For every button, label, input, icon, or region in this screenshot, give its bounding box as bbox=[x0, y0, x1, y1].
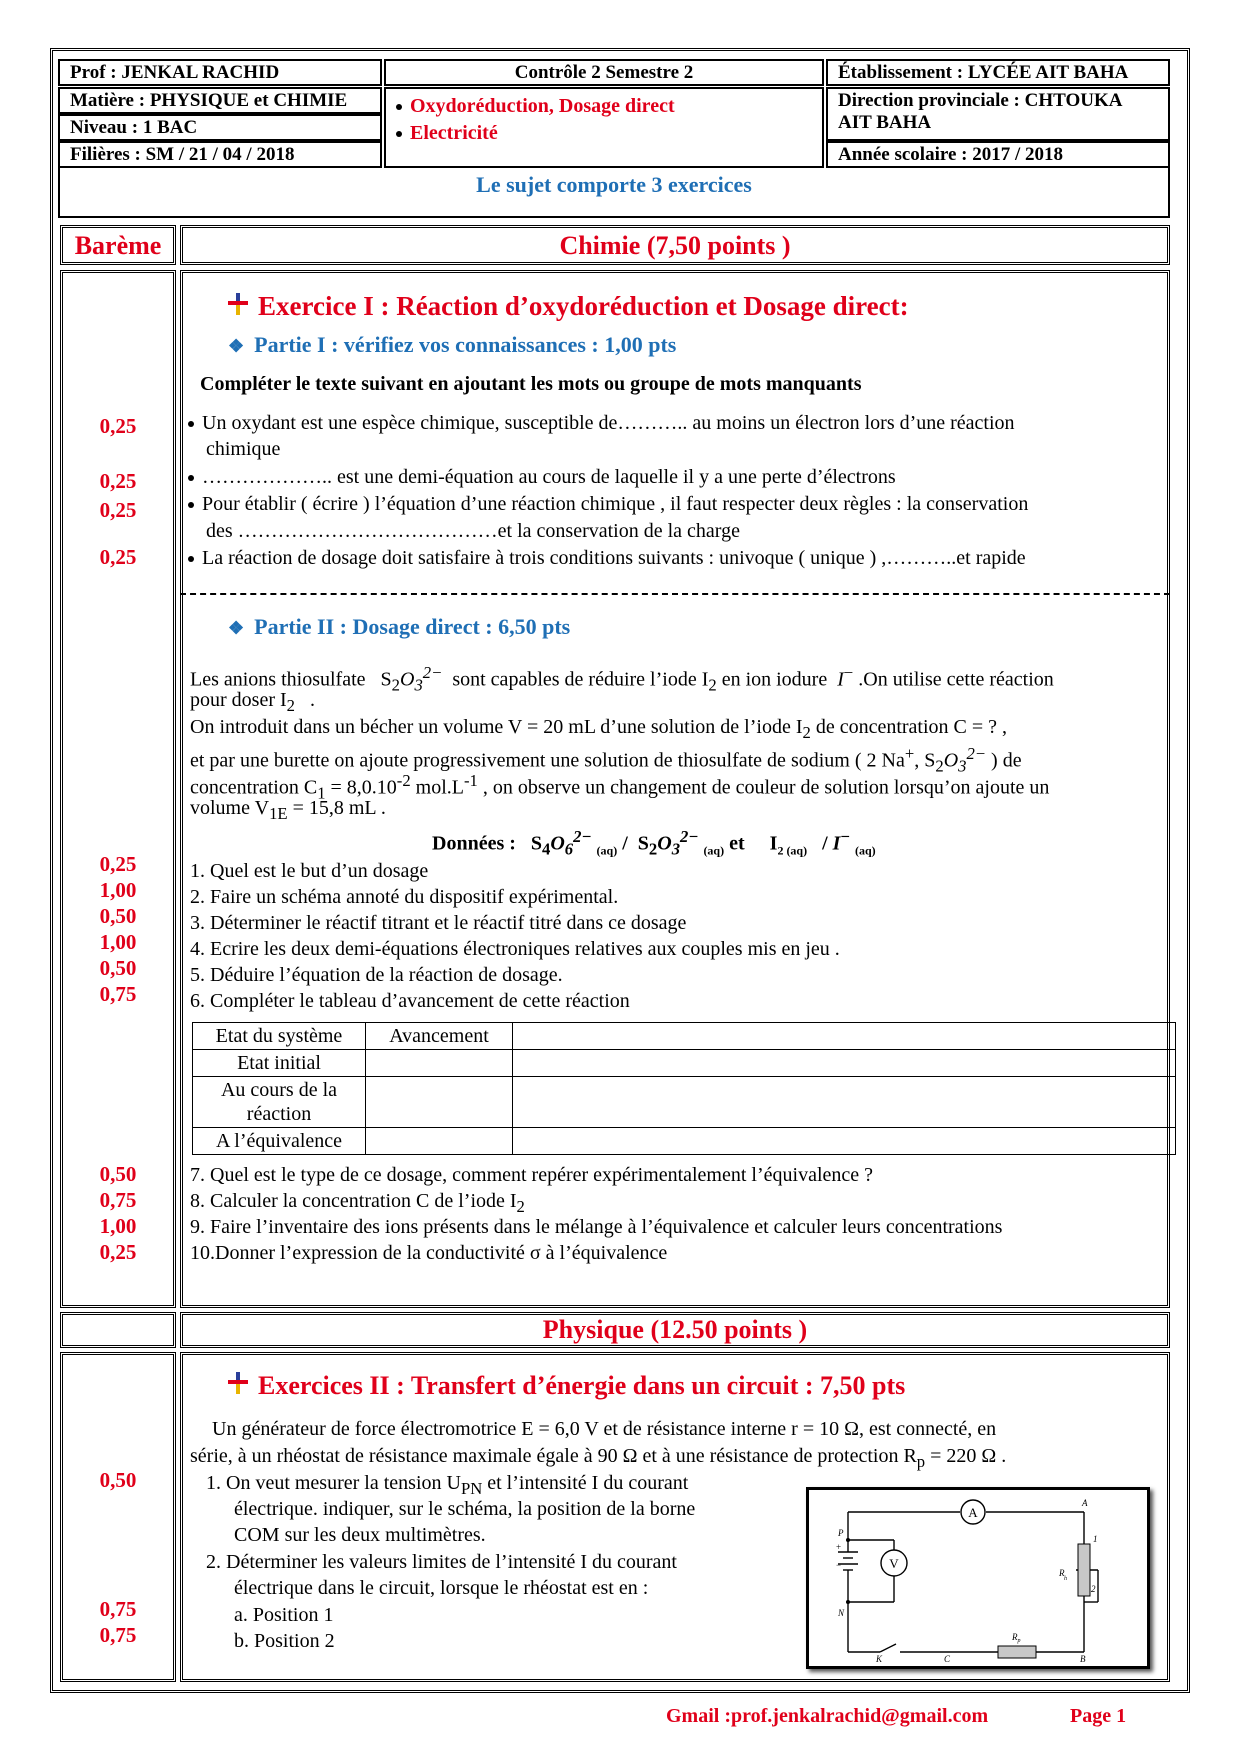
bareme-point: 0,25 bbox=[99, 414, 137, 438]
ex2-question-1-line-2: électrique. indiquer, sur le schéma, la position de la borne bbox=[234, 1498, 696, 1520]
bareme-point: 0,50 bbox=[99, 1162, 137, 1186]
ex2-title: Exercices II : Transfert d’énergie dans un circuit : 7,50 pts bbox=[226, 1370, 905, 1402]
direction-line-1: Direction provinciale : CHTOUKA bbox=[838, 90, 1123, 111]
bareme-point: 0,25 bbox=[99, 545, 137, 569]
bareme-point: 0,50 bbox=[99, 904, 137, 928]
part1-item-3b: des …………………………………et la conservation de la charge bbox=[206, 520, 740, 542]
question-4: 4. Ecrire les deux demi-équations électroniques relatives aux couples mis en jeu . bbox=[190, 938, 840, 960]
question-6: 6. Compléter le tableau d’avancement de cette réaction bbox=[190, 990, 630, 1012]
ex1-title: Exercice I : Réaction d’oxydoréduction et Dosage direct: bbox=[226, 290, 909, 322]
rp-label: $R_p$ bbox=[1012, 1632, 1021, 1644]
table-row bbox=[193, 1023, 1176, 1050]
question-10: 10.Donner l’expression de la conductivité σ à l’équivalence bbox=[190, 1242, 668, 1264]
part2-para-line-4: et par une burette on ajoute progressivement une solution de thiosulfate de sodium ( 2 Na+, $S_2O_3^{2-}$ ) de bbox=[190, 744, 1022, 776]
node-label: 2 bbox=[1091, 1584, 1096, 1594]
donnees-line: Données : $S_4O_6^{2-}$ $_{(aq)} / S_2O_3^{2-}$ $_{(aq)}$ et $I_{2 (aq)} / I^-$ $_{(aq)}$ bbox=[432, 827, 876, 859]
table-row bbox=[193, 1050, 1176, 1077]
bareme-point: 0,50 bbox=[99, 1468, 137, 1492]
bareme-point: 0,25 bbox=[99, 498, 137, 522]
part1-item-4: La réaction de dosage doit satisfaire à trois conditions suivants : univoque ( unique ) ,………..et rapide bbox=[188, 545, 1026, 571]
question-2: 2. Faire un schéma annoté du dispositif expérimental. bbox=[190, 886, 619, 908]
bullet-icon bbox=[188, 475, 194, 481]
pushpin-icon bbox=[226, 291, 250, 317]
node-label: P bbox=[838, 1528, 844, 1538]
question-5: 5. Déduire l’équation de la réaction de dosage. bbox=[190, 964, 563, 986]
ex2-question-2a: a. Position 1 bbox=[234, 1604, 334, 1626]
header-direction bbox=[826, 87, 1170, 141]
node-label: C bbox=[944, 1654, 951, 1664]
header-filieres: Filières : SM / 21 / 04 / 2018 bbox=[58, 141, 382, 168]
part-separator bbox=[180, 593, 1170, 595]
header-etablissement: Établissement : LYCÉE AIT BAHA bbox=[826, 59, 1170, 86]
chimie-title: Chimie (7,50 points ) bbox=[559, 231, 791, 260]
bareme-point: 1,00 bbox=[99, 930, 137, 954]
node-label: A bbox=[1082, 1498, 1088, 1508]
node-label: N bbox=[838, 1608, 845, 1618]
header-matiere: Matière : PHYSIQUE et CHIMIE bbox=[58, 87, 382, 114]
topic-2: Electricité bbox=[410, 122, 498, 144]
part2-para-line-2: pour doser $I_2$ . bbox=[190, 689, 315, 715]
bareme-point: 0,75 bbox=[99, 982, 137, 1006]
ex2-question-1-line-3: COM sur les deux multimètres. bbox=[234, 1524, 486, 1546]
question-7: 7. Quel est le type de ce dosage, comment repérer expérimentalement l’équivalence ? bbox=[190, 1164, 874, 1186]
bareme-point: 0,25 bbox=[99, 469, 137, 493]
table-row-label: A l’équivalence bbox=[193, 1128, 366, 1155]
circuit-diagram bbox=[812, 1492, 1146, 1664]
physique-title: Physique (12.50 points ) bbox=[542, 1315, 808, 1344]
rheostat-label: R bbox=[1059, 1568, 1065, 1578]
bullet-icon bbox=[188, 421, 194, 427]
ex2-question-1: 1. On veut mesurer la tension $U_{PN}$ et l’intensité I du courant bbox=[206, 1472, 689, 1498]
ex2-question-2-line-2: électrique dans le circuit, lorsque le rhéostat est en : bbox=[234, 1577, 649, 1599]
header-niveau: Niveau : 1 BAC bbox=[58, 114, 382, 141]
part1-item-3: Pour établir ( écrire ) l’équation d’une réaction chimique , il faut respecter deux règles : la conservation bbox=[188, 491, 1028, 517]
footer-page: Page 1 bbox=[1070, 1705, 1127, 1727]
table-cell[interactable] bbox=[513, 1128, 1176, 1155]
table-row-label: Au cours de la réaction bbox=[193, 1077, 366, 1128]
bareme-point: 1,00 bbox=[99, 1214, 137, 1238]
svg-text:+: + bbox=[836, 1542, 842, 1552]
switch-label: K bbox=[876, 1654, 883, 1664]
physique-bareme-header bbox=[60, 1312, 176, 1348]
avancement-table bbox=[192, 1022, 1176, 1155]
bareme-point: 1,00 bbox=[99, 878, 137, 902]
diamond-bullet-icon: ❖ bbox=[228, 618, 245, 638]
ex2-intro-1: Un générateur de force électromotrice E = 6,0 V et de résistance interne r = 10 Ω, est connecté, en bbox=[212, 1418, 997, 1440]
ex2-intro-2: série, à un rhéostat de résistance maximale égale à 90 Ω et à une résistance de protection $R_p = 220$ Ω . bbox=[190, 1445, 1007, 1471]
table-header-avancement: Avancement bbox=[366, 1023, 513, 1050]
topic-1: Oxydoréduction, Dosage direct bbox=[410, 95, 675, 117]
table-row bbox=[193, 1077, 1176, 1128]
bareme-title: Barème bbox=[74, 231, 162, 260]
pushpin-icon bbox=[226, 1370, 250, 1396]
table-header-etat: Etat du système bbox=[193, 1023, 366, 1050]
sujet-text: Le sujet comporte 3 exercices bbox=[476, 172, 752, 197]
question-1: 1. Quel est le but d’un dosage bbox=[190, 860, 429, 882]
question-8: 8. Calculer la concentration C de l’iode $I_2$ bbox=[190, 1190, 525, 1216]
part2-title: ❖ Partie II : Dosage direct : 6,50 pts bbox=[228, 614, 571, 639]
rh-subscript: h bbox=[1064, 1576, 1067, 1582]
voltmeter-label: V bbox=[889, 1556, 899, 1571]
ex2-question-2b: b. Position 2 bbox=[234, 1630, 335, 1652]
header-topics bbox=[384, 87, 824, 168]
bareme-point: 0,25 bbox=[99, 852, 137, 876]
bullet-icon bbox=[396, 131, 402, 137]
bareme-point: 0,50 bbox=[99, 956, 137, 980]
part1-item-1: Un oxydant est une espèce chimique, susceptible de……….. au moins un électron lors d’une réaction bbox=[188, 410, 1015, 436]
ex2-question-2: 2. Déterminer les valeurs limites de l’intensité I du courant bbox=[206, 1551, 677, 1573]
header-annee: Année scolaire : 2017 / 2018 bbox=[826, 141, 1170, 168]
bareme-point: 0,75 bbox=[99, 1623, 137, 1647]
part1-instruction: Compléter le texte suivant en ajoutant les mots ou groupe de mots manquants bbox=[200, 373, 862, 395]
direction-line-2: AIT BAHA bbox=[838, 112, 932, 133]
footer-gmail: Gmail :prof.jenkalrachid@gmail.com bbox=[666, 1705, 989, 1727]
svg-text:−: − bbox=[836, 1560, 842, 1570]
part2-para-line-5: concentration $C_1 = 8,0.10^{-2}$ $mol.L^{-1}$ , on observe un changement de couleur de solution lorsqu’on ajoute un bbox=[190, 771, 1050, 803]
part2-para-line-6: volume $V_{1E} = 15,8$ mL . bbox=[190, 797, 386, 823]
bareme-point: 0,75 bbox=[99, 1188, 137, 1212]
question-3: 3. Déterminer le réactif titrant et le réactif titré dans ce dosage bbox=[190, 912, 687, 934]
table-cell[interactable] bbox=[513, 1077, 1176, 1128]
table-cell[interactable] bbox=[513, 1050, 1176, 1077]
table-cell[interactable] bbox=[366, 1128, 513, 1155]
table-cell[interactable] bbox=[513, 1023, 1176, 1050]
part1-title: ❖ Partie I : vérifiez vos connaissances : 1,00 pts bbox=[228, 332, 677, 357]
part2-para-line-1: Les anions thiosulfate $S_2O_3^{2-}$ sont capables de réduire l’iode $I_2$ en ion iodure I− .On utilise cette réaction bbox=[190, 663, 1054, 695]
bareme-point: 0,25 bbox=[99, 1240, 137, 1264]
table-row-label: Etat initial bbox=[193, 1050, 366, 1077]
part1-item-2: ……………….. est une demi-équation au cours de laquelle il y a une perte d’électrons bbox=[188, 464, 896, 490]
node-label: 1 bbox=[1093, 1534, 1098, 1544]
table-cell[interactable] bbox=[366, 1077, 513, 1128]
header-controle: Contrôle 2 Semestre 2 bbox=[384, 59, 824, 86]
bullet-icon bbox=[188, 556, 194, 562]
ammeter-label: A bbox=[968, 1505, 978, 1520]
question-9: 9. Faire l’inventaire des ions présents dans le mélange à l’équivalence et calculer leurs concentrations bbox=[190, 1216, 1003, 1238]
table-row bbox=[193, 1128, 1176, 1155]
bullet-icon bbox=[188, 502, 194, 508]
table-cell[interactable] bbox=[366, 1050, 513, 1077]
header-prof: Prof : JENKAL RACHID bbox=[58, 59, 382, 86]
bareme-point: 0,75 bbox=[99, 1597, 137, 1621]
node-label: B bbox=[1080, 1654, 1086, 1664]
part2-para-line-3: On introduit dans un bécher un volume V = 20 mL d’une solution de l’iode $I_2$ de concentration C = ? , bbox=[190, 716, 1008, 742]
bullet-icon bbox=[396, 104, 402, 110]
diamond-bullet-icon: ❖ bbox=[228, 336, 245, 356]
part1-item-1b: chimique bbox=[206, 438, 281, 460]
